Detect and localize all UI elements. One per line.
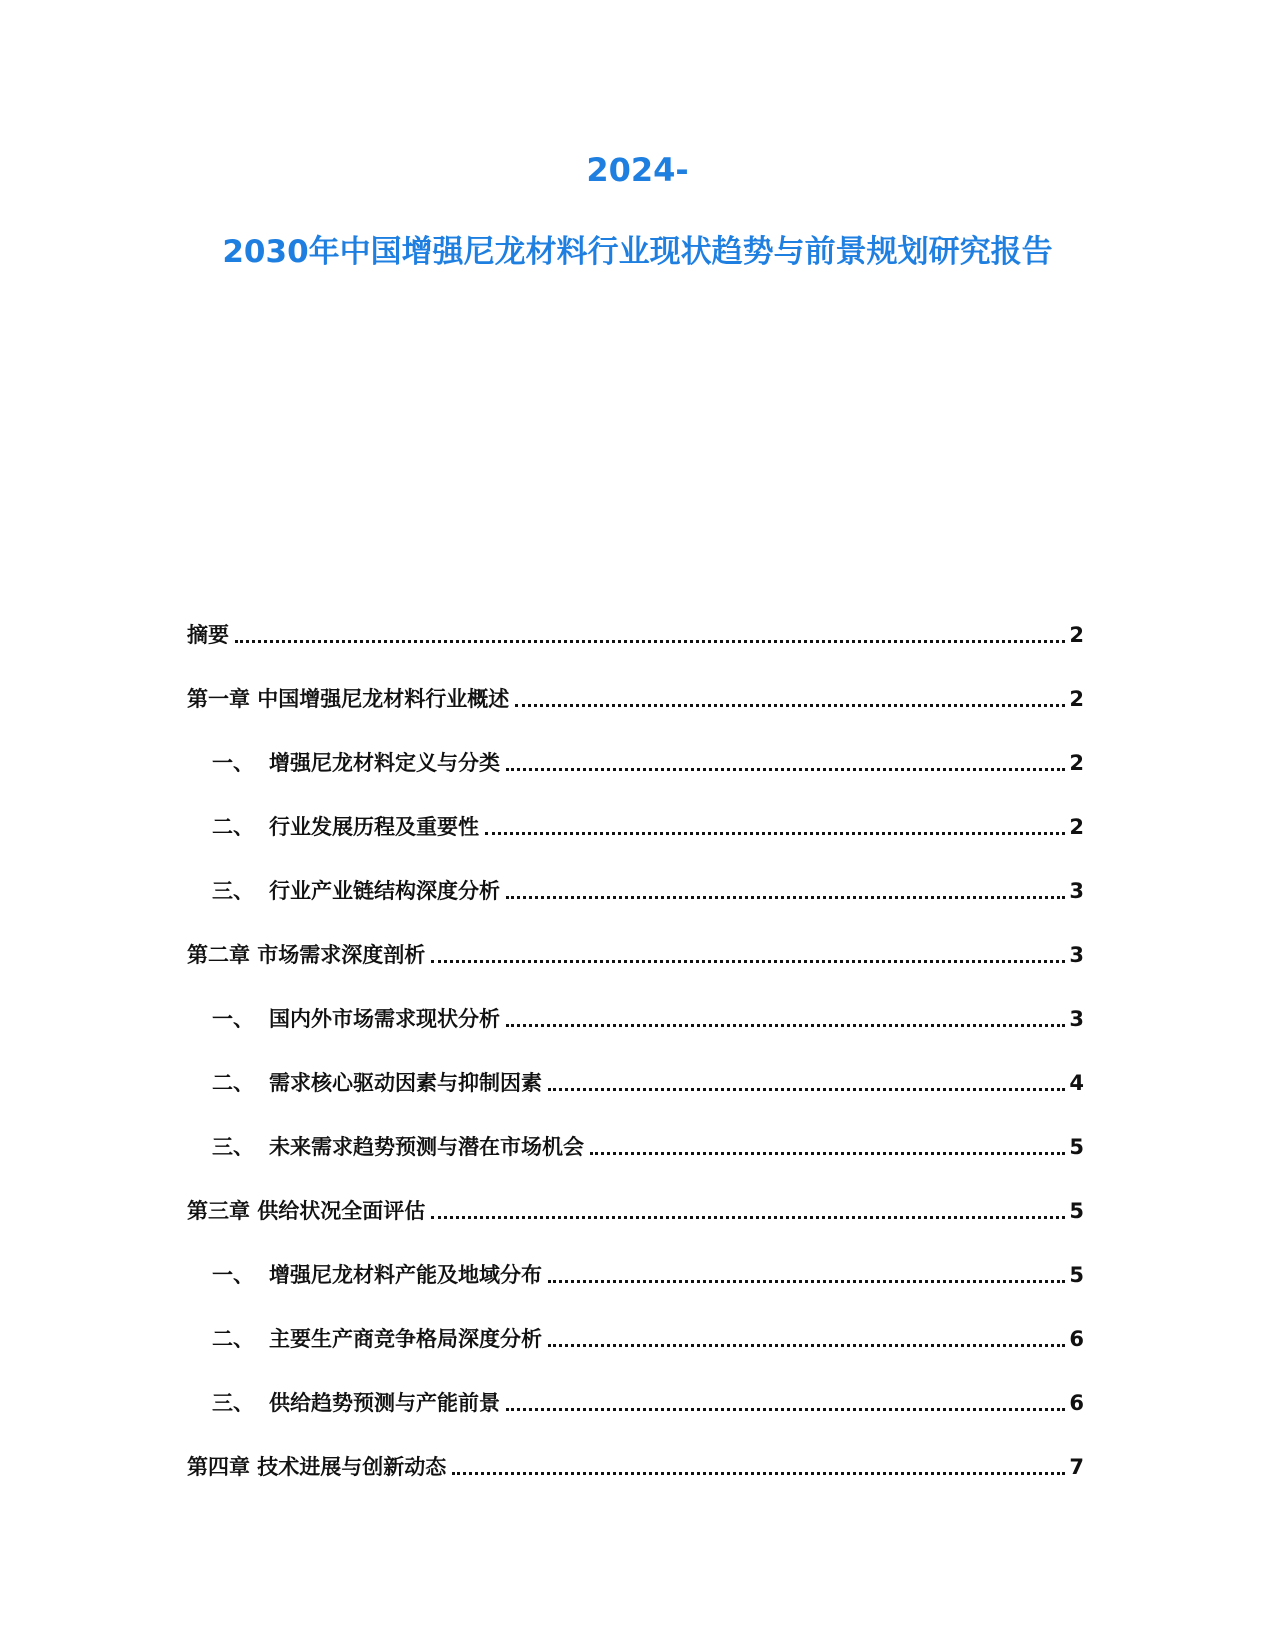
toc-entry[interactable] bbox=[187, 842, 1084, 906]
toc-dot-leader bbox=[506, 1407, 1065, 1411]
toc-entry[interactable] bbox=[187, 906, 1084, 970]
toc-entry[interactable] bbox=[187, 586, 1084, 650]
toc-entry-page-number: 5 bbox=[1069, 1263, 1084, 1287]
toc-entry-page-number: 3 bbox=[1069, 879, 1084, 903]
toc-dot-leader bbox=[590, 1151, 1065, 1155]
toc-entry[interactable] bbox=[187, 778, 1084, 842]
toc-entry-page-number: 7 bbox=[1069, 1455, 1084, 1479]
toc-entry[interactable] bbox=[187, 1418, 1084, 1482]
toc-entry-title: 行业发展历程及重要性 bbox=[269, 815, 479, 839]
toc-dot-leader bbox=[485, 831, 1065, 835]
toc-dot-leader bbox=[548, 1343, 1065, 1347]
toc-entry-page-number: 2 bbox=[1069, 623, 1084, 647]
toc-entry-title: 主要生产商竞争格局深度分析 bbox=[269, 1327, 542, 1351]
toc-dot-leader bbox=[431, 959, 1065, 963]
toc-entry[interactable] bbox=[187, 1162, 1084, 1226]
toc-entry-page-number: 3 bbox=[1069, 943, 1084, 967]
toc-entry-page-number: 5 bbox=[1069, 1199, 1084, 1223]
toc-entry-page-number: 6 bbox=[1069, 1327, 1084, 1351]
toc-entry-title: 增强尼龙材料产能及地域分布 bbox=[269, 1263, 542, 1287]
toc-dot-leader bbox=[235, 639, 1065, 643]
toc-entry-page-number: 2 bbox=[1069, 687, 1084, 711]
toc-entry[interactable] bbox=[187, 1034, 1084, 1098]
toc-entry[interactable] bbox=[187, 1226, 1084, 1290]
toc-entry[interactable] bbox=[187, 970, 1084, 1034]
toc-entry[interactable] bbox=[187, 1354, 1084, 1418]
toc-entry-number: 三、 bbox=[212, 1391, 254, 1415]
toc-entry-title: 第一章 中国增强尼龙材料行业概述 bbox=[187, 687, 510, 711]
toc-entry-title: 国内外市场需求现状分析 bbox=[269, 1007, 500, 1031]
report-title-line-2: 2030年中国增强尼龙材料行业现状趋势与前景规划研究报告 bbox=[222, 234, 1053, 270]
toc-entry-page-number: 4 bbox=[1069, 1071, 1084, 1095]
report-title-line-1: 2024- bbox=[586, 151, 689, 189]
toc-entry[interactable] bbox=[187, 1290, 1084, 1354]
toc-entry-title: 增强尼龙材料定义与分类 bbox=[269, 751, 500, 775]
toc-entry-number: 一、 bbox=[212, 751, 254, 775]
toc-entry-title: 行业产业链结构深度分析 bbox=[269, 879, 500, 903]
toc-dot-leader bbox=[548, 1087, 1065, 1091]
toc-entry-title: 需求核心驱动因素与抑制因素 bbox=[269, 1071, 542, 1095]
toc-entry-number: 一、 bbox=[212, 1263, 254, 1287]
toc-dot-leader bbox=[515, 703, 1065, 707]
toc-dot-leader bbox=[506, 767, 1065, 771]
toc-entry-number: 二、 bbox=[212, 1327, 254, 1351]
table-of-contents bbox=[187, 586, 1084, 1482]
toc-entry-number: 二、 bbox=[212, 815, 254, 839]
report-title bbox=[0, 150, 1275, 272]
toc-entry-page-number: 6 bbox=[1069, 1391, 1084, 1415]
toc-dot-leader bbox=[452, 1471, 1065, 1475]
toc-entry-page-number: 2 bbox=[1069, 815, 1084, 839]
toc-entry-title: 第四章 技术进展与创新动态 bbox=[187, 1455, 447, 1479]
toc-dot-leader bbox=[506, 895, 1065, 899]
toc-entry-number: 二、 bbox=[212, 1071, 254, 1095]
toc-entry-page-number: 5 bbox=[1069, 1135, 1084, 1159]
toc-entry-title: 摘要 bbox=[187, 623, 229, 647]
toc-dot-leader bbox=[431, 1215, 1065, 1219]
toc-entry[interactable] bbox=[187, 650, 1084, 714]
toc-entry-title: 供给趋势预测与产能前景 bbox=[269, 1391, 500, 1415]
toc-entry-number: 一、 bbox=[212, 1007, 254, 1031]
toc-entry[interactable] bbox=[187, 714, 1084, 778]
toc-entry-page-number: 3 bbox=[1069, 1007, 1084, 1031]
toc-entry-title: 第三章 供给状况全面评估 bbox=[187, 1199, 426, 1223]
toc-entry-number: 三、 bbox=[212, 1135, 254, 1159]
toc-entry-page-number: 2 bbox=[1069, 751, 1084, 775]
toc-entry[interactable] bbox=[187, 1098, 1084, 1162]
toc-dot-leader bbox=[506, 1023, 1065, 1027]
toc-entry-number: 三、 bbox=[212, 879, 254, 903]
toc-entry-title: 第二章 市场需求深度剖析 bbox=[187, 943, 426, 967]
toc-dot-leader bbox=[548, 1279, 1065, 1283]
toc-entry-title: 未来需求趋势预测与潜在市场机会 bbox=[269, 1135, 584, 1159]
